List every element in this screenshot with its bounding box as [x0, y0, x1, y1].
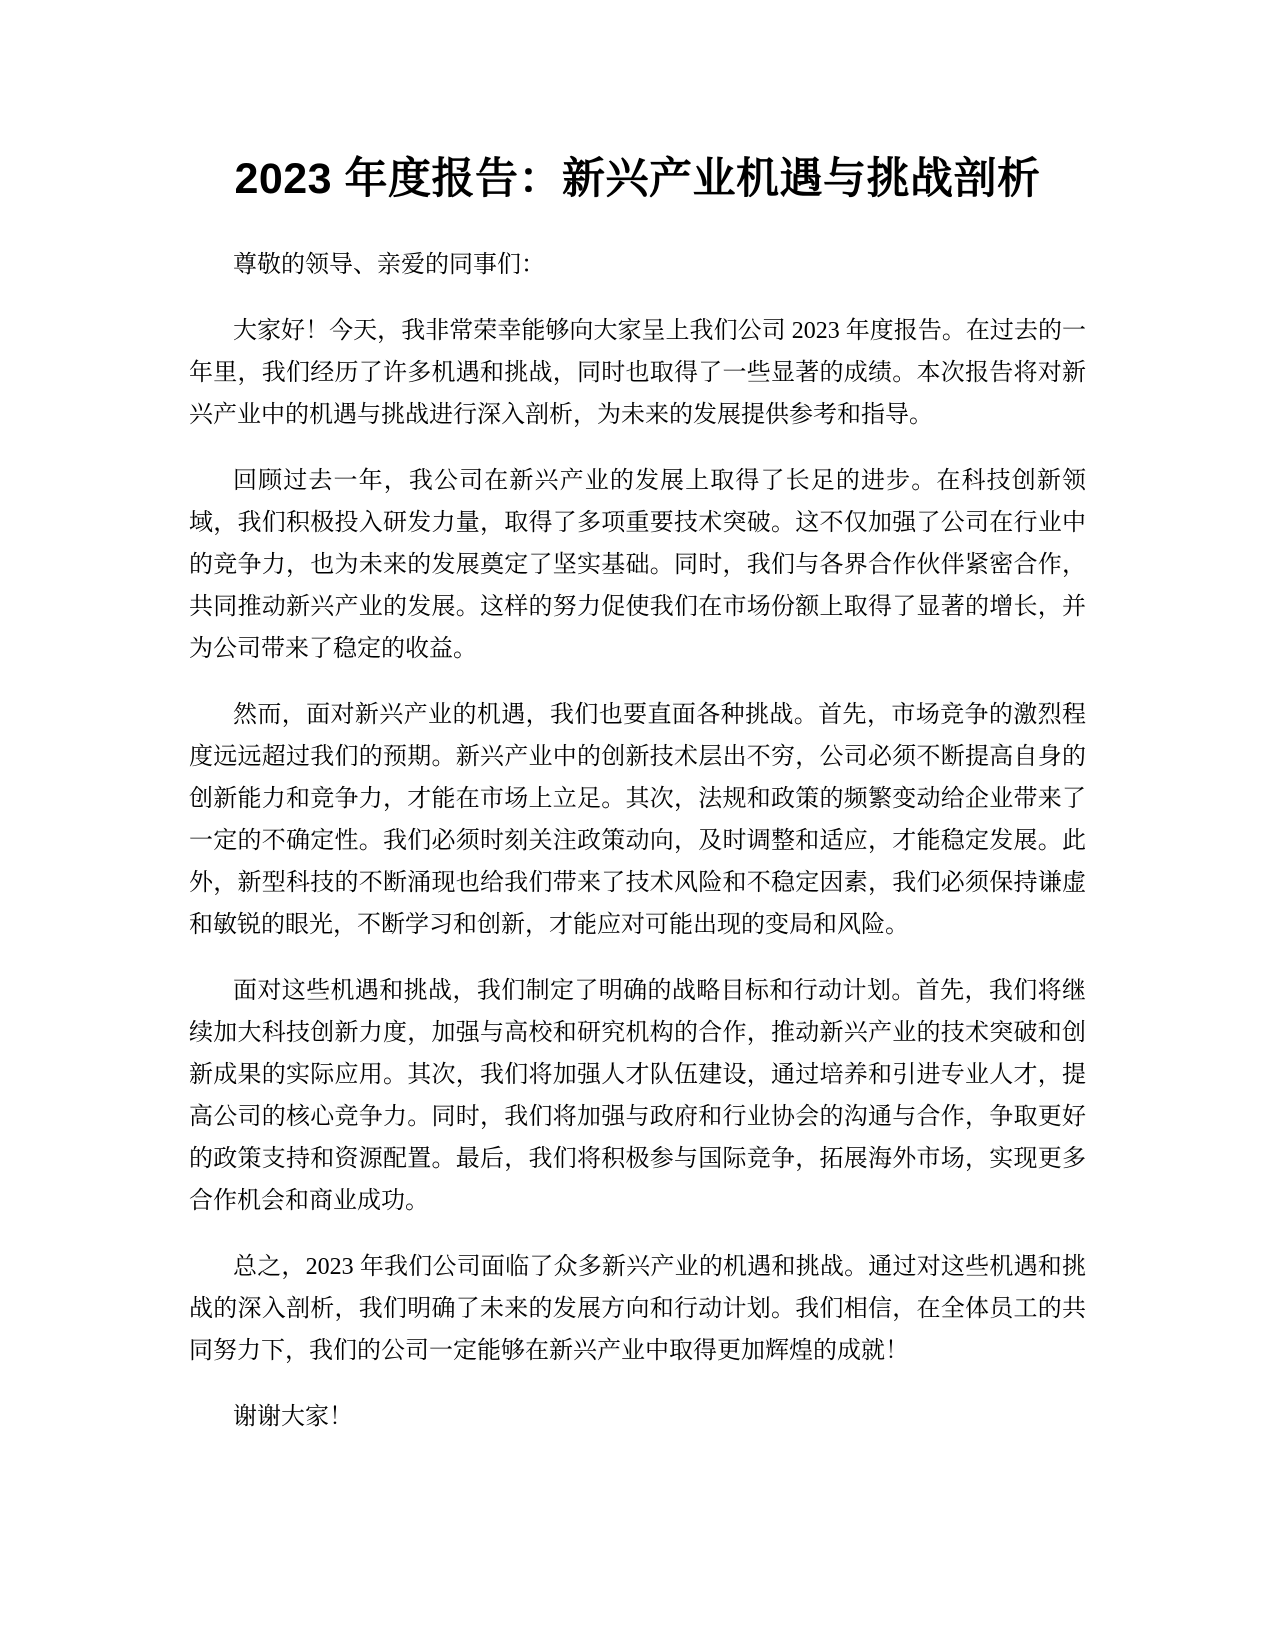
- paragraph-review: 回顾过去一年，我公司在新兴产业的发展上取得了长足的进步。在科技创新领域，我们积极投入研发力量，取得了多项重要技术突破。这不仅加强了公司在行业中的竞争力，也为未来的发展奠定了坚实基础。同时，我们与各界合作伙伴紧密合作，共同推动新兴产业的发展。这样的努力促使我们在市场份额上取得了显著的增长，并为公司带来了稳定的收益。: [189, 468, 1086, 662]
- paragraph-intro: 大家好！今天，我非常荣幸能够向大家呈上我们公司 2023 年度报告。在过去的一年里，我们经历了许多机遇和挑战，同时也取得了一些显著的成绩。本次报告将对新兴产业中的机遇与挑战进行深入剖析，为未来的发展提供参考和指导。: [189, 318, 1086, 428]
- closing-remark: 谢谢大家！: [233, 1404, 353, 1430]
- document-title: 2023 年度报告：新兴产业机遇与挑战剖析: [234, 155, 1041, 203]
- paragraph-strategy: 面对这些机遇和挑战，我们制定了明确的战略目标和行动计划。首先，我们将继续加大科技创新力度，加强与高校和研究机构的合作，推动新兴产业的技术突破和创新成果的实际应用。其次，我们将加强人才队伍建设，通过培养和引进专业人才，提高公司的核心竞争力。同时，我们将加强与政府和行业协会的沟通与合作，争取更好的政策支持和资源配置。最后，我们将积极参与国际竞争，拓展海外市场，实现更多合作机会和商业成功。: [189, 978, 1086, 1214]
- document-body: [189, 244, 1086, 1462]
- paragraph-challenges: 然而，面对新兴产业的机遇，我们也要直面各种挑战。首先，市场竞争的激烈程度远远超过我们的预期。新兴产业中的创新技术层出不穷，公司必须不断提高自身的创新能力和竞争力，才能在市场上立足。其次，法规和政策的频繁变动给企业带来了一定的不确定性。我们必须时刻关注政策动向，及时调整和适应，才能稳定发展。此外，新型科技的不断涌现也给我们带来了技术风险和不稳定因素，我们必须保持谦虚和敏锐的眼光，不断学习和创新，才能应对可能出现的变局和风险。: [189, 702, 1086, 938]
- salutation: 尊敬的领导、亲爱的同事们：: [233, 252, 545, 278]
- paragraph-conclusion: 总之，2023 年我们公司面临了众多新兴产业的机遇和挑战。通过对这些机遇和挑战的深入剖析，我们明确了未来的发展方向和行动计划。我们相信，在全体员工的共同努力下，我们的公司一定能够在新兴产业中取得更加辉煌的成就！: [189, 1254, 1086, 1364]
